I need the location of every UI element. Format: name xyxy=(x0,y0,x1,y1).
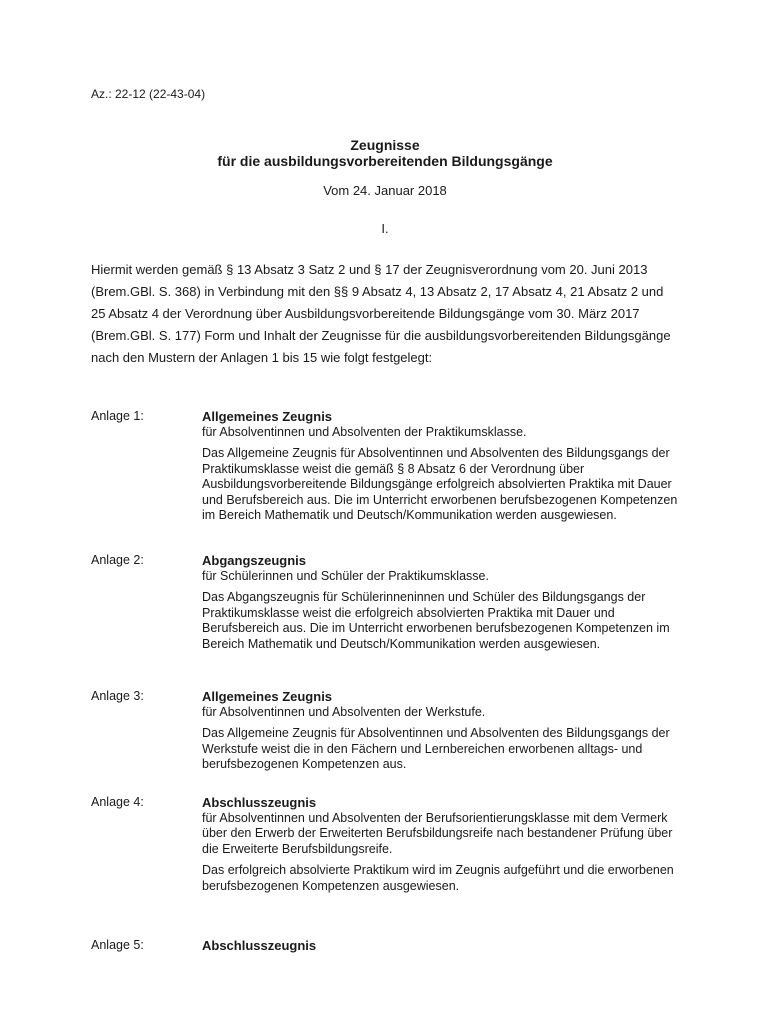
anlage-body xyxy=(202,553,692,652)
anlage-label: Anlage 4: xyxy=(91,795,144,809)
anlage-description: Das erfolgreich absolvierte Praktikum wird im Zeugnis aufgeführt und die erworbenen berufsbezogenen Kompetenzen ausgewiesen. xyxy=(202,863,674,893)
anlage-heading: Abschlusszeugnis xyxy=(202,795,317,810)
anlage-body xyxy=(202,689,692,773)
anlage-description: Das Allgemeine Zeugnis für Absolventinnen und Absolventen des Bildungsgangs der Praktikumsklasse weist die gemäß § 8 Absatz 6 der Verordnung über Ausbildungsvorbereitende Bildungsgänge erfolgreich absolvierten Praktika mit Dauer und Berufsbereich aus. Die im Unterricht erworbenen berufsbezogenen Kompetenzen im Bereich Mathematik und Deutsch/Kommunikation werden ausgewiesen. xyxy=(202,446,678,522)
intro-paragraph xyxy=(91,259,681,369)
anlage-heading: Abgangszeugnis xyxy=(202,553,307,568)
anlage-description: Das Abgangszeugnis für Schülerinneninnen und Schüler des Bildungsgangs der Praktikumsklasse weist die erfolgreich absolvierten Praktika mit Dauer und Berufsbereich aus. Die im Unterricht erworbenen berufsbezogenen Kompetenzen im Bereich Mathematik und Deutsch/Kommunikation werden ausgewiesen. xyxy=(202,590,670,651)
anlage-body xyxy=(202,938,692,954)
anlage-heading: Abschlusszeugnis xyxy=(202,938,317,953)
anlage-label: Anlage 2: xyxy=(91,553,144,567)
anlage-body xyxy=(202,795,692,894)
document-subtitle: für die ausbildungsvorbereitenden Bildungsgänge xyxy=(217,153,553,169)
document-date: Vom 24. Januar 2018 xyxy=(323,183,447,198)
anlage-label: Anlage 5: xyxy=(91,938,144,952)
anlage-label: Anlage 1: xyxy=(91,409,144,423)
anlage-heading: Allgemeines Zeugnis xyxy=(202,689,333,704)
document-title: Zeugnisse xyxy=(350,137,420,153)
anlage-description: Das Allgemeine Zeugnis für Absolventinnen und Absolventen des Bildungsgangs der Werkstufe weist die in den Fächern und Lernbereichen erworbenen alltags- und berufsbezogenen Kompetenzen aus. xyxy=(202,726,670,771)
anlage-body xyxy=(202,409,692,524)
anlage-subtitle: für Absolventinnen und Absolventen der Werkstufe. xyxy=(202,704,486,719)
intro-text: Hiermit werden gemäß § 13 Absatz 3 Satz 2 und § 17 der Zeugnisverordnung vom 20. Juni 2013 (Brem.GBl. S. 368) in Verbindung mit den §§ 9 Absatz 4, 13 Absatz 2, 17 Absatz 4, 21 Absatz 2 und 25 Absatz 4 der Verordnung über Ausbildungsvorbereitende Bildungsgänge vom 30. März 2017 (Brem.GBl. S. 177) Form und Inhalt der Zeugnisse für die ausbildungsvorbereitenden Bildungsgänge nach den Mustern der Anlagen 1 bis 15 wie folgt festgelegt: xyxy=(91,262,671,365)
anlage-subtitle: für Absolventinnen und Absolventen der Berufsorientierungsklasse mit dem Vermerk über den Erwerb der Erweiterten Berufsbildungsreife nach bestandener Prüfung über die Erweiterte Berufsbildungsreife. xyxy=(202,810,673,856)
reference-number: Az.: 22-12 (22-43-04) xyxy=(91,87,206,101)
anlage-subtitle: für Schülerinnen und Schüler der Praktikumsklasse. xyxy=(202,568,489,583)
section-number: I. xyxy=(381,221,389,236)
anlage-subtitle: für Absolventinnen und Absolventen der Praktikumsklasse. xyxy=(202,424,527,439)
anlage-label: Anlage 3: xyxy=(91,689,144,703)
anlage-heading: Allgemeines Zeugnis xyxy=(202,409,333,424)
